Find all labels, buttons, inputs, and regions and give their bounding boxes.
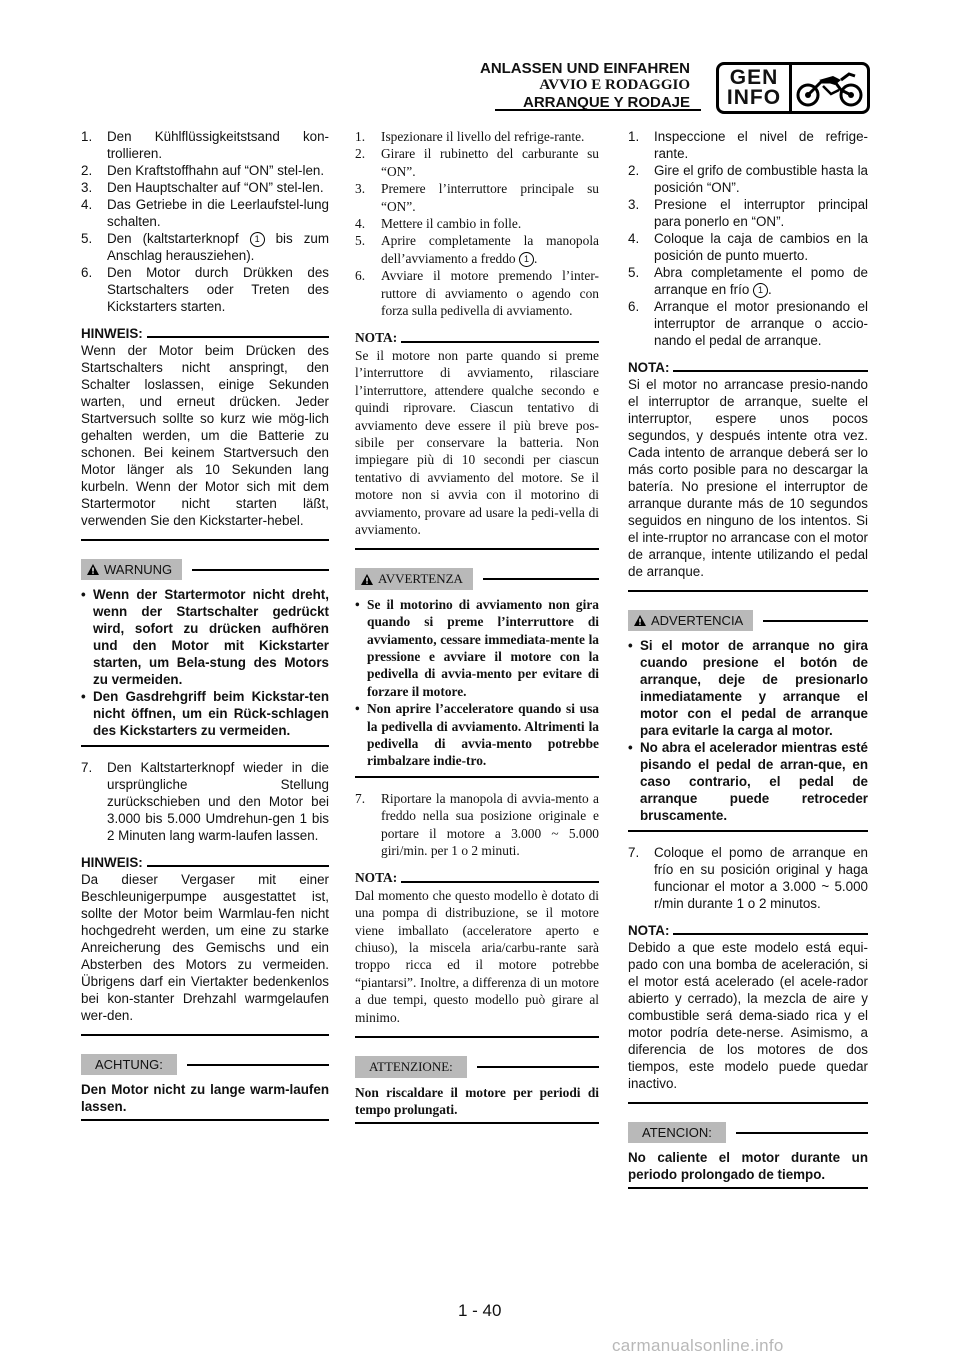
step-item: 6. Den Motor durch Drükken des Startschalters oder Treten des Kickstarters starten.: [81, 265, 329, 314]
warning-item: • Den Gasdrehgriff beim Kickstar-ten nicht öffnen, um ein Rück-schlagen des Kickstarters zu vermeiden.: [81, 689, 329, 738]
warning-box: [628, 610, 868, 832]
step-item: 7. Riportare la manopola di avvia-mento a freddo nella sua posizione originale e portare il motore a 3.000 ~ 5.000 giri/min. per 1 o 2 minuti.: [355, 790, 599, 859]
warning-box: [81, 559, 329, 747]
column-spanish: [628, 128, 868, 1189]
divider: [628, 830, 868, 832]
divider: [628, 590, 868, 592]
badge-line2: INFO: [726, 86, 782, 109]
step-item: 4. Coloque la caja de cambios en la posición de punto muerto.: [628, 231, 868, 263]
warning-triangle-icon: [634, 615, 646, 626]
note-text: Se il motore non parte quando si preme l’interruttore di avviamento, rilasciare l’interruttore, attendere qualche secondo e quindi riprovare. Ciascun tentativo di avviamento deve essere il più breve pos-sibile per conservare la batteria. Non impiegare più di 10 secondi per ciascun tentativo di avviamento del motore. Se il motore non si avvia con il motorino di avviamento, provare ad usare la pedi-vella di avviamento.: [355, 347, 599, 537]
note-box: [355, 869, 599, 1038]
section-title-it: AVVIO E RODAGGIO: [539, 77, 690, 93]
step-item: 1. Den Kühlflüssigkeitstsand kon-trollieren.: [81, 129, 329, 161]
step-item: 3. Premere l’interruttore principale su “ON”.: [355, 181, 599, 214]
warning-item: • Se il motorino di avviamento non gira quando si preme l’interruttore di avviamento, cessare immediata-mente la pressione e avviare il motore con la pedivella di avvia-mento per evitare di forzare il motore.: [355, 596, 599, 699]
note-box: [81, 854, 329, 1036]
step-item: 2. Gire el grifo de combustible hasta la posición “ON”.: [628, 163, 868, 195]
note-text: Si el motor no arrancase presio-nando el interruptor de arranque, suelte el interruptor, espere unos pocos segundos, y después intente otra vez. Cada intento de arranque deberá ser lo más corto posible para no descargar la batería. No presione el interruptor de arranque durante más de 10 segundos seguidos en ninguno de los intentos. Si el inte-rruptor no arrancase con el motor de arranque, intente utilizando el pedal de arranque.: [628, 377, 868, 579]
warning-box: [355, 568, 599, 777]
divider: [628, 1102, 868, 1104]
divider: [81, 745, 329, 747]
callout-number: 1: [519, 252, 534, 267]
caution-text: Den Motor nicht zu lange warm-laufen lassen.: [81, 1082, 329, 1114]
badge-text: [719, 65, 792, 111]
divider: [355, 776, 599, 778]
warning-item: • Wenn der Startermotor nicht dreht, wenn der Startschalter gedrückt wird, sofort zu drücken aufhören und den Motor mit Kickstarter starten, um Bela-stung des Motors zu vermeiden.: [81, 587, 329, 687]
header-rule: [495, 109, 701, 111]
step-item: 2. Girare il rubinetto del carburante su “ON”.: [355, 146, 599, 179]
step-item: 4. Mettere il cambio in folle.: [355, 216, 522, 232]
divider: [355, 1036, 599, 1038]
warning-item: • Non aprire l’acceleratore quando si usa la pedivella di avviamento. Altrimenti la pedivella di avvia-mento potrebbe rimbalzare indie-tro.: [355, 701, 599, 769]
step-item: 1. Ispezionare il livello del refrige-rante.: [355, 129, 585, 144]
badge-line1: GEN: [729, 66, 779, 89]
note-text: Debido a que este modelo está equi-pado con una bomba de aceleración, si el motor está acelerado (el acele-rador abierto y cerrado), la mezcla de aire y combustible será dema-siado rica y el motor podría dete-nerse. Asimismo, a diferencia de los motores de dos tiempos, este modelo puede quedar inactivo.: [628, 940, 868, 1091]
warning-triangle-icon: [87, 564, 99, 575]
caution-text: No caliente el motor durante un periodo prolongado de tiempo.: [628, 1150, 868, 1182]
note-label: HINWEIS:: [81, 855, 143, 870]
note-label: NOTA:: [628, 360, 670, 375]
steps-list-es: [628, 128, 868, 349]
caution-box: [81, 1054, 329, 1121]
column-italian: [355, 128, 599, 1124]
steps-list-it: [355, 128, 599, 319]
warning-item: • No abra el acelerador mientras esté pisando el pedal de arran-que, en caso contrario, el pedal de arranque puede retroceder bruscamente.: [628, 740, 868, 823]
caution-text: Non riscaldare il motore per periodi di tempo prolungati.: [355, 1084, 599, 1117]
step-item: 5. Aprire completamente la manopola dell’avviamento a freddo 1 .: [355, 233, 599, 266]
note-box: [628, 922, 868, 1104]
caution-tag: ATTENZIONE:: [355, 1056, 467, 1077]
steps-list-de-2: [81, 759, 329, 844]
step-item: 3. Den Hauptschalter auf “ON” stel-len.: [81, 180, 324, 195]
steps-list-it-2: [355, 790, 599, 860]
steps-list-es-2: [628, 844, 868, 912]
callout-number: 1: [753, 283, 768, 298]
caution-tag: ACHTUNG:: [81, 1054, 177, 1075]
note-text: Wenn der Motor beim Drücken des Startschalters nicht anspringt, den Schalter loslassen, einige Sekunden warten, und erneut drücken. Jeder Startversuch sollte so kurz wie mög-lich gehalten werden, um die Batterie zu schonen. Bei keinem Startversuch den Motor länger als 10 Sekunden lang kurbeln. Wenn der Motor sich mit dem Startermotor nicht starten läßt, verwenden Sie den Kickstarter-hebel.: [81, 343, 329, 528]
step-item: 5. Abra completamente el pomo de arranque en frío 1 .: [628, 265, 868, 297]
gen-info-badge: [716, 62, 870, 114]
warning-list: [81, 586, 329, 739]
step-item: 7. Coloque el pomo de arranque en frío en su posición original y haga funcionar el motor a 3.000 ~ 5.000 r/min durante 1 o 2 minutos.: [628, 845, 868, 911]
caution-box: [628, 1122, 868, 1189]
warning-list: [628, 637, 868, 824]
page-number: 1 - 40: [458, 1301, 502, 1320]
divider: [81, 1034, 329, 1036]
section-title-de: ANLASSEN UND EINFAHREN: [479, 60, 690, 77]
step-item: 5. Den (kaltstarterknopf 1 bis zum Anschlag herausziehen).: [81, 231, 329, 263]
divider: [628, 1187, 868, 1189]
caution-box: [355, 1056, 599, 1124]
step-item: 3. Presione el interruptor principal para ponerlo en “ON”.: [628, 197, 868, 229]
step-item: 2. Den Kraftstoffhahn auf “ON” stel-len.: [81, 163, 325, 178]
steps-list-de: [81, 128, 329, 315]
step-item: 1. Inspeccione el nivel de refrige-rante.: [628, 129, 868, 161]
section-title-es: ARRANQUE Y RODAJE: [523, 94, 690, 111]
step-item: 4. Das Getriebe in die Leerlaufstel-lung schalten.: [81, 197, 329, 229]
note-text: Da dieser Vergaser mit einer Beschleunigerpumpe ausgestattet ist, sollte der Motor beim Warmlau-fen nicht hochgedreht werden, um eine zu starke Anreicherung des Gemischs und ein Absterben des Motors zu vermeiden. Übrigens darf ein Viertakter bedenkenlos bei kon-stanter Drehzahl warmgelaufen wer-den.: [81, 872, 329, 1023]
warning-triangle-icon: [361, 574, 373, 585]
section-header: [480, 60, 690, 111]
footer-watermark-url: carmanualsonline.info: [612, 1336, 784, 1355]
divider: [355, 1122, 599, 1124]
note-box: [355, 329, 599, 550]
note-box: [628, 359, 868, 592]
warning-tag: AVVERTENZA: [355, 568, 473, 589]
note-label: NOTA:: [355, 870, 398, 886]
callout-number: 1: [250, 232, 265, 247]
note-label: NOTA:: [628, 923, 670, 938]
divider: [81, 1119, 329, 1121]
caution-tag: ATENCION:: [628, 1122, 726, 1143]
step-item: 6. Arranque el motor presionando el interruptor de arranque o accio-nando el pedal de arranque.: [628, 299, 868, 348]
warning-list: [355, 596, 599, 770]
warning-item: • Si el motor de arranque no gira cuando presione el botón de arranque, deje de presionarlo inmediatamente y arranque el motor con el pedal de arranque para evitarle la carga al motor.: [628, 638, 868, 738]
warning-tag: WARNUNG: [81, 559, 182, 580]
note-label: NOTA:: [355, 330, 398, 346]
divider: [355, 548, 599, 550]
warning-tag: ADVERTENCIA: [628, 610, 753, 631]
step-item: 7. Den Kaltstarterknopf wieder in die ursprüngliche Stellung zurückschieben und den Motor bei 3.000 bis 5.000 Umdrehun-gen 1 bis 2 Minuten lang warm-laufen lassen.: [81, 760, 329, 843]
note-text: Dal momento che questo modello è dotato di una pompa di distribuzione, se il motore viene imballato (acceleratore aperto e chiuso), la miscela aria/carbu-rante sarà troppo ricca ed il motore potrebbe “piantarsi”. Inoltre, a differenza di un motore a due tempi, questo modello può girare al minimo.: [355, 887, 599, 1025]
step-item: 6. Avviare il motore premendo l’inter-ruttore di avviamento o agendo con forza sulla pedivella di avviamento.: [355, 268, 599, 319]
column-german: [81, 128, 329, 1121]
note-box: [81, 325, 329, 541]
note-label: HINWEIS:: [81, 326, 143, 341]
motorcycle-icon: [792, 65, 867, 111]
divider: [81, 539, 329, 541]
